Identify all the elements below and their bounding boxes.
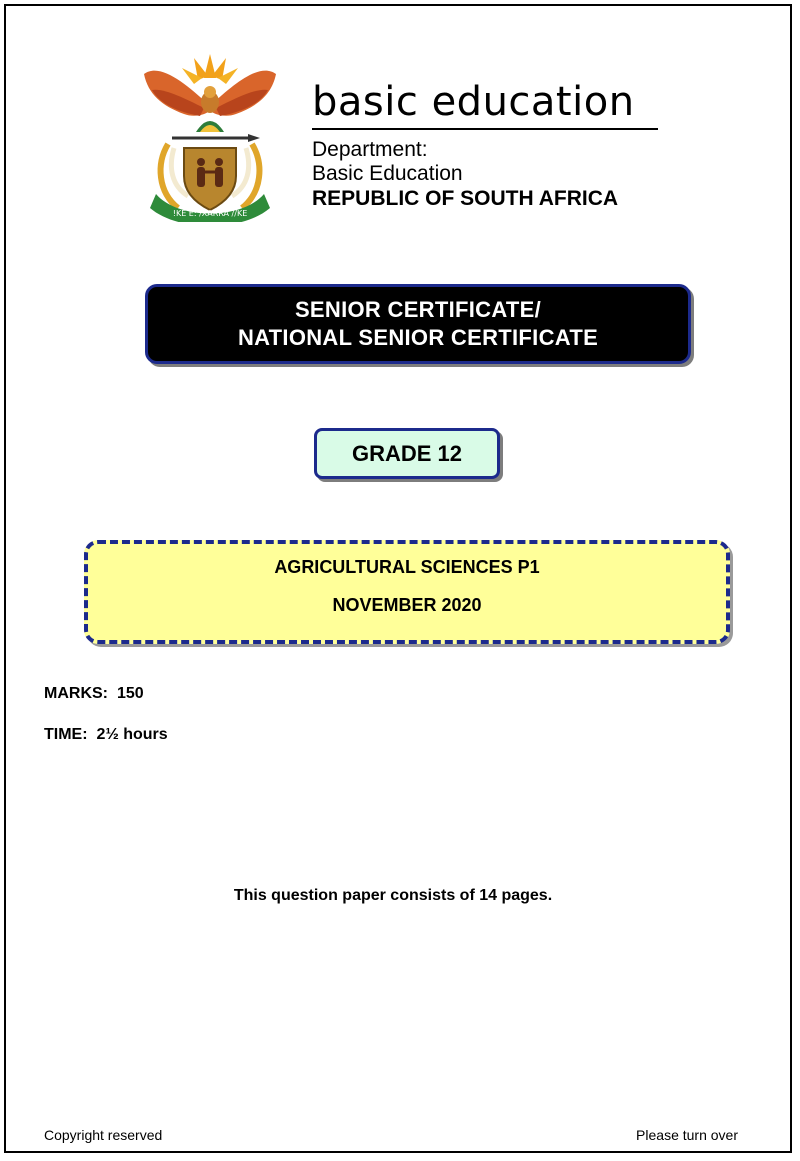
- certificate-line-2: NATIONAL SENIOR CERTIFICATE: [237, 325, 599, 350]
- brand-underline: [312, 128, 658, 130]
- sun-rays: [182, 54, 238, 84]
- country-name: REPUBLIC OF SOUTH AFRICA: [312, 187, 619, 210]
- department-header: [312, 78, 662, 212]
- time-label: TIME:: [44, 726, 88, 743]
- brand-title: basic education: [312, 79, 635, 125]
- footer-copyright: Copyright reserved: [44, 1127, 163, 1143]
- marks-label: MARKS:: [44, 685, 108, 702]
- certificate-banner: [145, 284, 691, 364]
- page-count-note: This question paper consists of 14 pages.: [233, 887, 553, 904]
- department-name: Basic Education: [312, 162, 463, 185]
- grade-badge: GRADE 12: [314, 428, 500, 479]
- marks-value: 150: [117, 685, 144, 702]
- certificate-line-1: SENIOR CERTIFICATE/: [294, 297, 542, 322]
- south-africa-coat-of-arms-icon: [138, 44, 282, 222]
- time-value: 2½ hours: [96, 726, 168, 743]
- subject-banner: [84, 540, 730, 644]
- exam-session: NOVEMBER 2020: [332, 595, 482, 615]
- emblem-motto: !KE E: /XARRA //KE: [172, 209, 248, 218]
- subject-title: AGRICULTURAL SCIENCES P1: [274, 557, 540, 577]
- footer-turn-over: Please turn over: [636, 1127, 738, 1143]
- department-label: Department:: [312, 138, 428, 161]
- time-row: [44, 725, 168, 745]
- marks-row: [44, 684, 144, 704]
